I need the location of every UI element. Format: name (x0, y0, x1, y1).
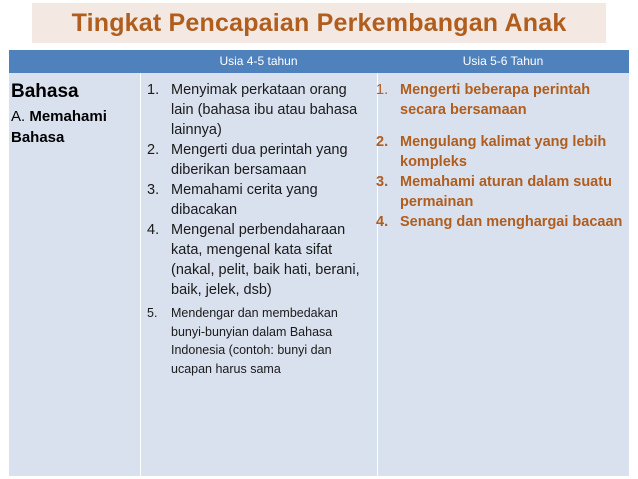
list-item (147, 220, 371, 300)
list-item (376, 172, 628, 212)
usia-4-5-list (147, 80, 371, 378)
row-label-cell (11, 80, 138, 148)
item-number: 2. (376, 134, 389, 150)
list-item (376, 212, 628, 232)
item-text: Mengerti beberapa perintah secara bersamaan (400, 82, 591, 118)
column-divider (140, 73, 141, 476)
item-number: 5. (147, 306, 158, 320)
item-number: 1. (376, 82, 389, 98)
list-item (147, 304, 371, 378)
subdomain-text: Memahami Bahasa (11, 108, 107, 146)
item-number: 4. (147, 222, 160, 238)
list-item (147, 80, 371, 140)
table-header (9, 50, 629, 73)
list-item (376, 80, 628, 120)
item-number: 1. (147, 82, 160, 98)
item-text: Senang dan menghargai bacaan (400, 214, 623, 230)
list-item (147, 140, 371, 180)
domain-label: Bahasa (11, 81, 79, 102)
item-text: Memahami cerita yang dibacakan (171, 182, 318, 218)
item-text: Menyimak perkataan orang lain (bahasa ibu atau bahasa lainnya) (171, 82, 358, 138)
item-text: Mengulang kalimat yang lebih kompleks (400, 134, 607, 170)
subdomain-label (11, 106, 138, 148)
item-number: 3. (376, 174, 389, 190)
item-number: 2. (147, 142, 160, 158)
item-text: Mendengar dan membedakan bunyi-bunyian dalam Bahasa Indonesia (contoh: bunyi dan ucapan harus sama (171, 306, 338, 376)
page-title: Tingkat Pencapaian Perkembangan Anak (71, 9, 567, 37)
list-item (147, 180, 371, 220)
usia-5-6-list (376, 80, 628, 232)
item-text: Memahami aturan dalam suatu permainan (400, 174, 612, 210)
item-number: 4. (376, 214, 389, 230)
header-usia-4-5: Usia 4-5 tahun (219, 54, 298, 68)
list-item (376, 132, 628, 172)
header-usia-5-6: Usia 5-6 Tahun (462, 54, 544, 68)
header-blank-cell (9, 50, 140, 73)
item-number: 3. (147, 182, 160, 198)
item-text: Mengerti dua perintah yang diberikan bersamaan (171, 142, 348, 178)
item-text: Mengenal perbendaharaan kata, mengenal kata sifat (nakal, pelit, baik hati, berani, baik, jelek, dsb) (171, 222, 360, 298)
subdomain-prefix: A. (11, 108, 30, 125)
